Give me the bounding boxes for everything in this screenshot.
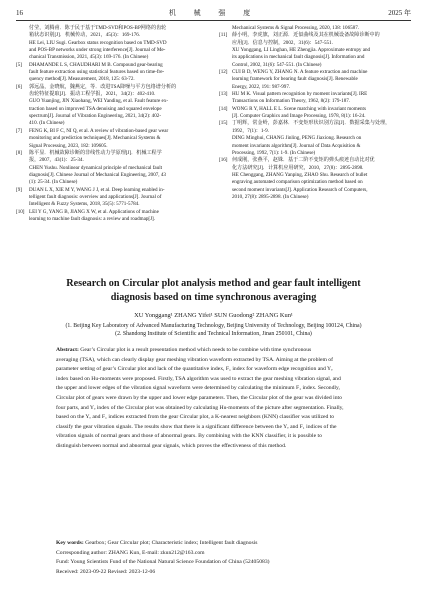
reference-line: 2010, 27(8): 2895-2898. (In Chinese) [232,193,309,200]
abstract-text: Gear’s Circular plot is a result presentation method which needs to be combine with time synchronous [80,347,312,353]
abstract-text: parameter setting of gear’s Circular plot and lack of the quantitative index, F₁ index for waveform edge recognition and Yₑ [56,366,333,373]
reference-number [219,47,232,69]
reference-number: [13] [219,91,228,98]
reference-line: quency method[J]. Measurement, 2018, 125: 63-72. [29,76,135,83]
reference-entry [219,91,411,106]
abstract-line [56,413,376,423]
reference-text [232,69,411,91]
reference-entry [16,98,208,127]
reference-number [219,135,232,157]
reference-text [232,172,411,201]
reference-line: FENG K, BI F C, NI Q, et al. A review of vibration-based gear wear [29,127,169,134]
reference-line: 陈平显．机械故障诊断的非线性动力学原理[J]．机械工程学 [29,149,162,156]
reference-number [219,25,232,32]
reference-line: [J]. Computer Graphics and Image Processing, 1978, 8(1): 16-24. [232,113,366,120]
reference-line: HU M K. Visual pattern recognition by moment invariants[J]. IRE [232,91,368,98]
reference-line: Mechanical Systems & Signal Processing, 2020, 138: 106587. [232,25,360,31]
reference-entry [219,106,411,121]
reference-line: chanical Transmission, 2021, 45(3): 169-176. (In Chinese) [29,54,149,61]
abstract-line [56,432,376,442]
reference-line: (1): 25-34. (In Chinese) [29,179,78,186]
reference-number [16,40,29,62]
reference-text [29,25,208,40]
reference-line: GUO Yuanjing, JIN Xiaohang, WEI Yanding, et al. Fault feature ex- [29,98,169,105]
reference-line: telligent fault diagnosis: overview and applications[J]. Journal of [29,193,162,200]
reference-text [29,84,208,99]
reference-entry [16,209,208,224]
reference-line: XU Yonggang, LI Linghan, HE Zhengjia. Approximate entropy and [232,47,371,54]
abstract-text: averaging (TSA), which can clearly display gear meshing vibration waveform extracted by TSA. Aiming at the problem of [56,356,333,363]
abstract-line [56,356,376,366]
fund-info: Fund: Young Scientists Fund of the National Natural Science Foundation of China (52405083) [56,559,270,566]
abstract-line [56,423,376,433]
journal-name: 机 械 强 度 [168,9,259,17]
reference-entry [219,135,411,157]
reference-number: [7] [16,127,22,134]
running-header [16,6,411,21]
reference-number: [6] [16,83,22,90]
reference-entry [219,120,411,135]
reference-column-right [219,25,411,257]
affiliation-line: (2. Shandong Institute of Scientific and Technical Information, Jinan 250101, China) [115,331,312,338]
reference-entry [16,150,208,165]
reference-line: 齿轮特征提取[J]．振动工程学报，2021，34(2)：402-410. [29,91,156,98]
affiliations [16,322,411,339]
reference-line: 1992，7(1)：1-9. [232,127,269,134]
reference-line: 化方法研究[J]．计算机应用研究，2010，27(8)：2895-2898. [232,164,364,171]
reference-text [29,98,208,127]
reference-text [232,91,411,106]
reference-text [232,157,411,172]
reference-line: its applications in mechanical fault diagnosis[J]. Information and [232,54,365,61]
reference-line: traction based on improved TSA denoising and squared envelope [29,105,162,112]
reference-number [16,165,29,187]
reference-line: 410. (In Chinese) [29,120,65,127]
abstract-line [56,394,376,404]
reference-line: engraving automated comparison optimization method based on [232,179,363,186]
reference-entry [16,84,208,99]
keywords-text: Gearbox; Gear Circular plot; Characteristic index; Intelligent fault diagnosis [85,540,258,546]
abstract-text: classify the gear vibration signals. The results show that there is a significant difference between the Yₑ and F₁ indices of the [56,423,337,430]
reference-number: [16] [219,157,228,164]
reference-line: second moment invariants[J]. Application Research of Computers, [232,186,368,193]
abstract-text: vibration signals of normal gears and those of abnormal gears. By combining with the KNN classifier, it is possible to [56,433,322,440]
reference-number: [9] [16,186,22,193]
abstract-text: distinguish between normal and abnormal gear signals, which proves the effectiveness of this method. [56,442,287,449]
reference-line: 薛小明，李虎旗，刘正源．近似曲线及其在机械设备故障诊断中的 [232,32,380,39]
reference-entry [219,157,411,172]
received-revised-dates: Received: 2023-09-22 Revised: 2023-12-06 [56,568,156,575]
reference-text [29,187,208,209]
abstract-text: index based on Hu-moments were proposed. Firstly, TSA algorithm was used to extract the gear meshing vibration signal, and [56,375,341,382]
abstract-text: based on the Yₑ and F₁ indices extracted from the gear Circular plot, a K-nearest neighbors (KNN) classifier was utilized to [56,414,335,421]
abstract-block [56,346,376,452]
reference-column-left [16,25,208,257]
reference-entry [16,62,208,84]
article-metadata [56,539,376,577]
keywords-line [56,539,376,549]
reference-number: [14] [219,105,228,112]
reference-number [219,172,232,201]
reference-line: fault feature extraction using statistical features based on time-fre- [29,69,165,76]
reference-text [232,120,411,135]
reference-line: CUI B D, WENG Y, ZHANG N. A feature extraction and machine [232,69,368,76]
reference-entry [16,165,208,187]
reference-entry [16,128,208,150]
abstract-label: Abstract: [56,347,79,353]
reference-line: Transactions on Information Theory, 1962, 8(2): 179-187. [232,98,351,105]
reference-entry [16,40,208,62]
reference-line: Processing, 1992, 7(1): 1-9. (In Chinese) [232,149,316,156]
reference-line: DHAMANDE L S, CHAUDHARI M B. Compound gear-bearing [29,61,163,68]
reference-line: 应用[J]．信息与控制，2002，31(6)：547-551. [232,39,333,46]
abstract-line [56,375,376,385]
corresponding-author: Corresponding author: ZHANG Kun, E-mail: zkun212@163.com [56,549,205,556]
reference-number: [8] [16,149,22,156]
reference-number [16,25,29,40]
reference-line: 报，2007，43(1)：25-34. [29,157,84,164]
reference-text [232,47,411,69]
reference-number: [10] [16,208,25,215]
reference-entry [16,187,208,209]
reference-entry [219,69,411,91]
title-line: Research on Circular plot analysis method and gear fault intelligent [66,278,361,289]
reference-number: [15] [219,120,228,127]
reference-line: Energy, 2022, 191: 987-997. [232,83,291,90]
reference-text [232,135,411,157]
reference-text [29,150,208,165]
english-title [16,277,411,304]
reference-list [16,25,411,257]
reference-entry [219,172,411,201]
reference-line: learning to machine fault diagnosis: a review and roadmap[J]. [29,215,156,222]
reference-line: and POS-BP networks under strong interference[J]. Journal of Me- [29,47,166,54]
abstract-line [56,442,376,452]
reference-text [29,40,208,62]
reference-line: Signal Processing, 2023, 182: 109605. [29,142,108,149]
abstract-text: the upper and lower edges of the vibration signal waveform were determined by calculating the minimum F₁ index. Secondly, [56,385,340,392]
reference-text [232,106,411,121]
reference-line: learning framework for bearing fault diagnosis[J]. Renewable [232,76,358,83]
reference-entry [16,25,208,40]
reference-line: HE Lei, LIU Sugi. Gearbox status recognition based on TMD-SVD [29,39,167,46]
reference-line: 何成刚，张燕平，赵姝．基于二阶不变矩的弹头痕迹自动比对优 [232,157,375,164]
abstract-line [56,346,376,356]
reference-line: monitoring and prediction techniques[J]. Mechanical Systems & [29,135,161,142]
reference-line: Intelligent & Fuzzy Systems, 2018, 35(5): 5771-5784. [29,201,140,208]
page-number: 16 [16,9,23,17]
reference-line: DUAN L X, XIE M Y, WANG J J, et al. Deep learning enabled in- [29,186,165,193]
reference-text [29,209,208,224]
reference-line: WONG R Y, HALL E L. Scene matching with invariant moments [232,105,366,112]
reference-text [29,165,208,187]
reference-line: 郭远晶，金晓航，魏燕定，等．改进TSA降噪与平方包络谱分析的 [29,83,177,90]
abstract-line [56,384,376,394]
author-list: XU Yonggang¹ ZHANG Yifei¹ SUN Guodong² ZHANG Kun¹ [134,312,293,319]
reference-line: spectrum[J]. Journal of Vibration Engineering, 2021, 34(2): 402- [29,113,162,120]
affiliation-line: (1. Beijing Key Laboratory of Advanced Manufacturing Technology, Beijing University of Technology, Beijing 100124, China) [65,323,362,329]
publication-year: 2025 年 [388,9,411,17]
keywords-label: Key words: [56,540,84,546]
abstract-line [56,404,376,414]
reference-line: diagnosis[J]. Chinese Journal of Mechanical Engineering, 2007, 43 [29,171,166,178]
reference-line: CHEN Yushu. Nonlinear dynamical principle of mechanical fault [29,164,163,171]
reference-entry [219,47,411,69]
reference-line: HE Chenggang, ZHANG Yanping, ZHAO Shu. Research of bullet [232,171,368,178]
reference-line: LEI Y G, YANG B, JIANG X W, et al. Applications of machine [29,208,159,215]
abstract-text: Circular plot of gears were drawn by the upper and lower edge parameters. Then, the Circular plot of the gear was divided into [56,394,342,401]
reference-number [16,98,29,127]
reference-line: moment invariants algorithm[J]. Journal of Data Acquisition & [232,142,361,149]
reference-line: 箱状态识别[J]．机械传动，2021，45(3)：169-176. [29,32,141,39]
reference-number: [5] [16,61,22,68]
reference-text [232,32,411,47]
reference-line: 丁明辉，常金岭，彭嘉林．不变矩形状识别方法[J]．数据采集与处理， [232,120,391,127]
reference-entry [219,32,411,47]
reference-line: 付莹，刘腾甫．陈于民于基于TMD-SVD和POS-BP网络的齿轮 [29,25,167,31]
reference-text [29,128,208,150]
abstract-line [56,365,376,375]
reference-number: [12] [219,69,228,76]
title-line: diagnosis based on time synchronous averaging [110,291,317,303]
reference-text [29,62,208,84]
reference-line: DING Minghui, CHANG Jinling, PENG Jiaxiong. Research on [232,135,362,142]
reference-line: Control, 2002, 31(6): 547-551. (In Chinese) [232,61,322,68]
abstract-text: four parts, and Yₑ index of the Circular plot was obtained by calculating Hu-moments of the picture after segmentation. Finally, [56,404,344,411]
reference-number: [11] [219,32,228,39]
